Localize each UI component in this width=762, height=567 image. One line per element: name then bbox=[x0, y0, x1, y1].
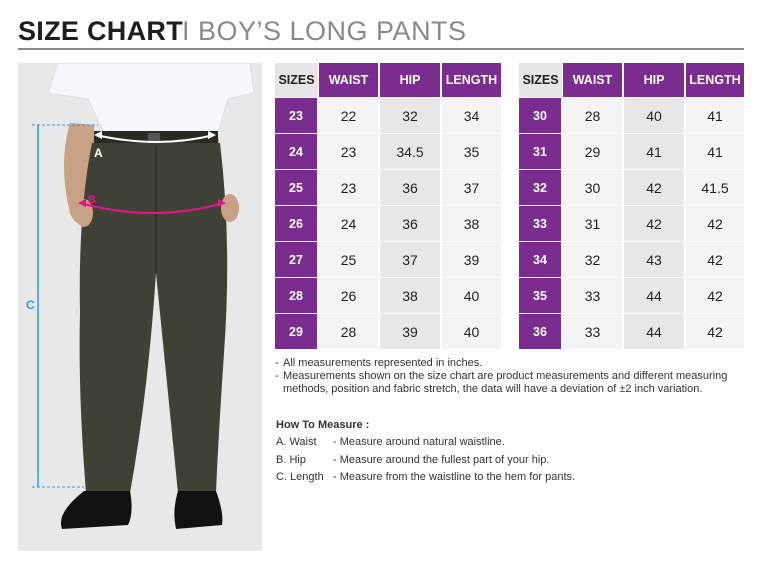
hip-cell: 32 bbox=[380, 97, 442, 133]
header-waist: WAIST bbox=[319, 63, 380, 97]
length-cell: 37 bbox=[442, 169, 503, 205]
table-row bbox=[275, 277, 503, 313]
size-cell: 27 bbox=[275, 241, 319, 277]
waist-cell: 28 bbox=[563, 97, 624, 133]
length-cell: 42 bbox=[686, 205, 746, 241]
table-row bbox=[275, 241, 503, 277]
how-to-measure-title: How To Measure : bbox=[276, 419, 370, 431]
note-text: Measurements shown on the size chart are product measurements and different measuring methods, position and fabric stretch, the data will have a deviation of ±2 inch variation. bbox=[283, 370, 728, 396]
hip-cell: 41 bbox=[624, 133, 686, 169]
waist-cell: 30 bbox=[563, 169, 624, 205]
header-length: LENGTH bbox=[686, 63, 746, 97]
label-b: B bbox=[88, 194, 96, 206]
length-cell: 42 bbox=[686, 277, 746, 313]
size-cell: 33 bbox=[519, 205, 563, 241]
length-cell: 40 bbox=[442, 313, 503, 349]
hip-cell: 44 bbox=[624, 277, 686, 313]
waist-cell: 23 bbox=[319, 169, 380, 205]
waist-cell: 22 bbox=[319, 97, 380, 133]
right-shoe bbox=[174, 491, 222, 529]
header-length: LENGTH bbox=[442, 63, 503, 97]
measure-label: B. Hip bbox=[276, 454, 306, 466]
waist-cell: 33 bbox=[563, 277, 624, 313]
label-c: C bbox=[26, 298, 35, 312]
length-cell: 41.5 bbox=[686, 169, 746, 205]
measure-label: A. Waist bbox=[276, 436, 317, 448]
size-cell: 31 bbox=[519, 133, 563, 169]
waist-cell: 31 bbox=[563, 205, 624, 241]
waist-cell: 24 bbox=[319, 205, 380, 241]
size-cell: 23 bbox=[275, 97, 319, 133]
page-title: SIZE CHART bbox=[18, 16, 183, 46]
size-cell: 24 bbox=[275, 133, 319, 169]
measure-desc: - Measure around the fullest part of your hip. bbox=[333, 454, 550, 466]
pants-measurement-photo bbox=[18, 63, 262, 551]
hip-cell: 42 bbox=[624, 169, 686, 205]
waist-cell: 28 bbox=[319, 313, 380, 349]
length-cell: 40 bbox=[442, 277, 503, 313]
waist-cell: 29 bbox=[563, 133, 624, 169]
measure-desc: - Measure from the waistline to the hem for pants. bbox=[333, 471, 576, 483]
hip-cell: 36 bbox=[380, 205, 442, 241]
size-cell: 34 bbox=[519, 241, 563, 277]
hip-cell: 40 bbox=[624, 97, 686, 133]
waist-cell: 33 bbox=[563, 313, 624, 349]
table-row bbox=[519, 241, 746, 277]
table-row bbox=[519, 97, 746, 133]
length-cell: 42 bbox=[686, 313, 746, 349]
hip-cell: 44 bbox=[624, 313, 686, 349]
size-cell: 35 bbox=[519, 277, 563, 313]
table-row bbox=[275, 169, 503, 205]
length-cell: 35 bbox=[442, 133, 503, 169]
size-table-left bbox=[275, 63, 503, 349]
table-row bbox=[519, 133, 746, 169]
size-cell: 26 bbox=[275, 205, 319, 241]
header-sizes: SIZES bbox=[519, 63, 563, 97]
notes bbox=[275, 357, 745, 397]
header-hip: HIP bbox=[380, 63, 442, 97]
header-hip: HIP bbox=[624, 63, 686, 97]
waist-cell: 25 bbox=[319, 241, 380, 277]
hip-cell: 38 bbox=[380, 277, 442, 313]
header-waist: WAIST bbox=[563, 63, 624, 97]
hip-cell: 37 bbox=[380, 241, 442, 277]
hip-cell: 36 bbox=[380, 169, 442, 205]
note-item: - All measurements represented in inches. bbox=[275, 357, 483, 369]
size-cell: 36 bbox=[519, 313, 563, 349]
length-cell: 42 bbox=[686, 241, 746, 277]
length-cell: 41 bbox=[686, 133, 746, 169]
length-cell: 34 bbox=[442, 97, 503, 133]
label-a: A bbox=[94, 146, 103, 160]
size-cell: 29 bbox=[275, 313, 319, 349]
size-cell: 30 bbox=[519, 97, 563, 133]
size-cell: 28 bbox=[275, 277, 319, 313]
page-header bbox=[18, 14, 744, 50]
measure-label: C. Length bbox=[276, 471, 324, 483]
size-cell: 25 bbox=[275, 169, 319, 205]
note-item: - Measurements shown on the size chart are product measurements and different measuring methods, position and fabric stretch, the data will have a deviation of ±2 inch variation. bbox=[275, 370, 745, 396]
table-header-row bbox=[519, 63, 746, 97]
table-row bbox=[519, 277, 746, 313]
measure-desc: - Measure around natural waistline. bbox=[333, 436, 505, 448]
waist-cell: 32 bbox=[563, 241, 624, 277]
header-sizes: SIZES bbox=[275, 63, 319, 97]
waist-cell: 26 bbox=[319, 277, 380, 313]
table-row bbox=[275, 97, 503, 133]
length-cell: 41 bbox=[686, 97, 746, 133]
table-row bbox=[519, 205, 746, 241]
note-text: All measurements represented in inches. bbox=[283, 357, 483, 369]
table-row bbox=[275, 313, 503, 349]
hip-cell: 43 bbox=[624, 241, 686, 277]
size-cell: 32 bbox=[519, 169, 563, 205]
hip-cell: 34.5 bbox=[380, 133, 442, 169]
waist-cell: 23 bbox=[319, 133, 380, 169]
length-cell: 38 bbox=[442, 205, 503, 241]
hip-cell: 39 bbox=[380, 313, 442, 349]
page-subtitle: I BOY’S LONG PANTS bbox=[182, 16, 467, 46]
size-table-right bbox=[519, 63, 746, 349]
table-row bbox=[519, 169, 746, 205]
hip-cell: 42 bbox=[624, 205, 686, 241]
table-row bbox=[275, 205, 503, 241]
table-row bbox=[519, 313, 746, 349]
length-cell: 39 bbox=[442, 241, 503, 277]
table-row bbox=[275, 133, 503, 169]
table-header-row bbox=[275, 63, 503, 97]
